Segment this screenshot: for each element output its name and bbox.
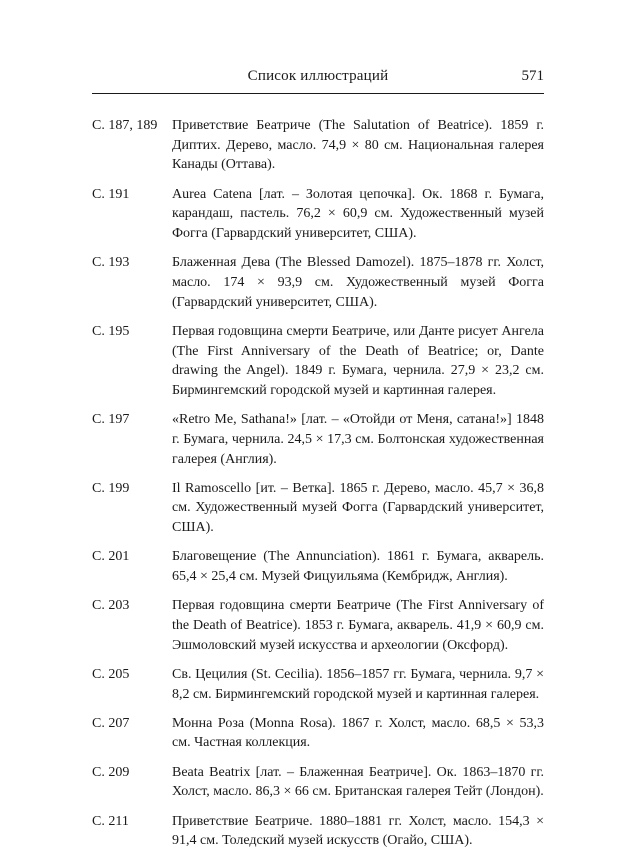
- list-item: [92, 596, 544, 655]
- entry-page-ref: С. 187, 189: [92, 118, 158, 133]
- entry-page-ref: С. 199: [92, 480, 130, 496]
- entry-description: «Retro Me, Sathana!» [лат. – «Отойди от Меня, сатана!»] 1848 г. Бумага, чернила. 24,5 × 17,3 см. Болтонская художественная галерея (Англия).: [172, 412, 544, 467]
- entry-page-ref: С. 209: [92, 764, 130, 780]
- list-item: [92, 547, 544, 586]
- list-item: [92, 714, 544, 753]
- entry-page-ref: С. 207: [92, 715, 130, 731]
- entry-description: Св. Цецилия (St. Cecilia). 1856–1857 гг. Бумага, чернила. 9,7 × 8,2 см. Бирмингемский городской музей и картинная галерея.: [172, 666, 544, 702]
- list-item: [92, 185, 544, 244]
- running-head: [92, 68, 544, 96]
- entry-description: Приветствие Беатриче. 1880–1881 гг. Холст, масло. 154,3 × 91,4 см. Толедский музей искусств (Огайо, США).: [172, 813, 544, 849]
- entry-page-ref: С. 203: [92, 598, 130, 614]
- entry-page-ref: С. 211: [92, 813, 129, 829]
- list-item: [92, 812, 544, 851]
- header-rule: [92, 93, 544, 94]
- running-title: Список иллюстраций: [247, 68, 389, 84]
- entry-description: Приветствие Беатриче (The Salutation of Beatrice). 1859 г. Диптих. Дерево, масло. 74,9 × 80 см. Национальная галерея Канады (Оттава).: [172, 118, 544, 173]
- entry-description: Первая годовщина смерти Беатриче (The First Anniversary of the Death of Beatrice). 1853 г. Бумага, акварель. 41,9 × 60,9 см. Эшмоловский музей искусства и археологии (Оксфорд).: [172, 598, 544, 653]
- entry-description: Монна Роза (Monna Rosa). 1867 г. Холст, масло. 68,5 × 53,3 см. Частная коллекция.: [172, 715, 544, 751]
- list-item: [92, 322, 544, 401]
- entry-description: Aurea Catena [лат. – Золотая цепочка]. Ок. 1868 г. Бумага, карандаш, пастель. 76,2 × 60,9 см. Художественный музей Фогга (Гарвардский университет, США).: [172, 186, 544, 242]
- page-number: 571: [521, 68, 544, 84]
- illustration-list: [92, 116, 544, 861]
- list-item: [92, 763, 544, 802]
- entry-description: Beata Beatrix [лат. – Блаженная Беатриче]. Ок. 1863–1870 гг. Холст, масло. 86,3 × 66 см. Британская галерея Тейт (Лондон).: [172, 764, 544, 800]
- entry-page-ref: С. 195: [92, 323, 130, 339]
- entry-description: Il Ramoscello [ит. – Ветка]. 1865 г. Дерево, масло. 45,7 × 36,8 см. Художественный музей Фогга (Гарвардский университет, США).: [172, 480, 544, 536]
- list-item: [92, 253, 544, 312]
- entry-page-ref: С. 201: [92, 549, 130, 565]
- entry-page-ref: С. 197: [92, 412, 130, 428]
- list-item: [92, 410, 544, 469]
- list-item: [92, 665, 544, 704]
- entry-page-ref: С. 193: [92, 255, 130, 271]
- entry-page-ref: С. 191: [92, 186, 130, 202]
- list-item: [92, 116, 544, 175]
- list-item: [92, 479, 544, 538]
- entry-page-ref: С. 205: [92, 666, 130, 682]
- entry-description: Первая годовщина смерти Беатриче, или Данте рисует Ангела (The First Anniversary of the Death of Beatrice; or, Dante drawing the Angel). 1849 г. Бумага, чернила. 27,9 × 23,2 см. Бирмингемский городской музей и картинная галерея.: [172, 323, 544, 398]
- entry-description: Благовещение (The Annunciation). 1861 г. Бумага, акварель. 65,4 × 25,4 см. Музей Фицуильяма (Кембридж, Англия).: [172, 549, 544, 585]
- entry-description: Блаженная Дева (The Blessed Damozel). 1875–1878 гг. Холст, масло. 174 × 93,9 см. Художественный музей Фогга (Гарвардский университет, США).: [172, 255, 544, 310]
